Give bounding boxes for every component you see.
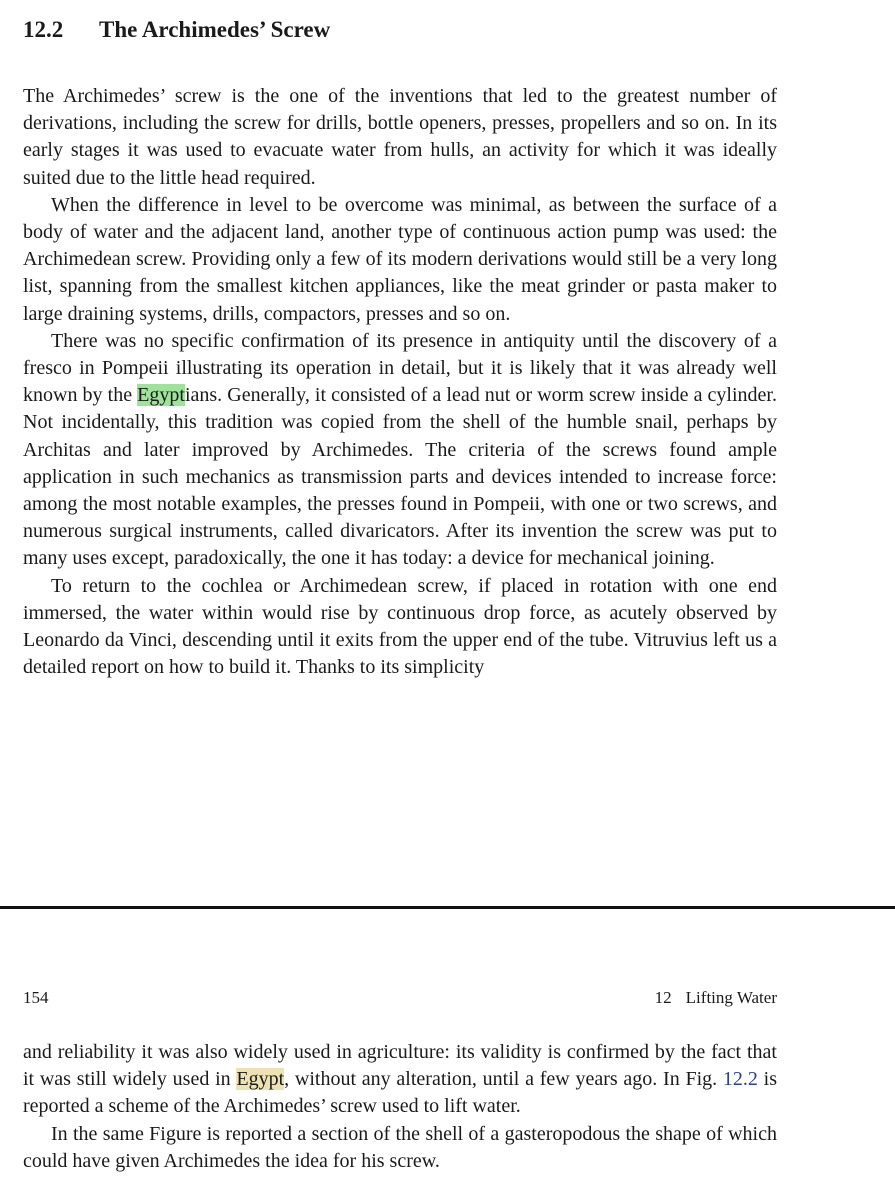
chapter-number: 12 xyxy=(654,988,672,1007)
paragraph-3 xyxy=(23,328,777,573)
bottom-paragraph-2: In the same Figure is reported a section of the shell of a gasteropodous the shape of which could have given Archimedes the idea for his screw. xyxy=(23,1122,777,1172)
bottom-paragraph-1-after: is reported a scheme of the Archimedes’ screw used to lift water. xyxy=(23,1068,777,1118)
bottom-body-text xyxy=(23,1039,777,1175)
section-number: 12.2 xyxy=(23,17,64,42)
paragraph-3-highlight-rest: ians xyxy=(184,384,218,407)
bottom-page xyxy=(0,909,895,1200)
page-number: 154 xyxy=(23,988,49,1007)
top-body-text xyxy=(23,83,777,681)
section-heading xyxy=(23,15,330,45)
bottom-paragraph-1-before: and reliability it was also widely used in agriculture: its validity is confirmed by the fact that it was still widely used in xyxy=(23,1041,777,1091)
figure-reference-link[interactable]: 12.2 xyxy=(722,1068,758,1091)
paragraph-1: The Archimedes’ screw is the one of the inventions that led to the greatest number of derivations, including the screw for drills, bottle openers, presses, propellers and so on. In its early stages it was used to evacuate water from hulls, an activity for which it was ideally suited due to the little head required. xyxy=(23,85,777,189)
paragraph-2: When the difference in level to be overcome was minimal, as between the surface of a body of water and the adjacent land, another type of continuous action pump was used: the Archimedean screw. Providing only a few of its modern derivations would still be a very long list, spanning from the smallest kitchen appliances, like the meat grinder or pasta maker to large draining systems, drills, compactors, presses and so on. xyxy=(23,193,777,325)
bottom-paragraph-1 xyxy=(23,1039,777,1121)
bottom-paragraph-1-middle: , without any alteration, until a few years ago. In Fig. xyxy=(284,1068,723,1091)
paragraph-4: To return to the cochlea or Archimedean screw, if placed in rotation with one end immersed, the water within would rise by continuous drop force, as acutely observed by Leonardo da Vinci, descending until it exits from the upper end of the tube. Vitruvius left us a detailed report on how to build it. Thanks to its simplicity xyxy=(23,574,777,679)
highlight-egyptians[interactable]: Egypt xyxy=(137,384,185,407)
running-chapter-title xyxy=(655,987,777,1009)
paragraph-3-after: . Generally, it consisted of a lead nut or worm screw inside a cylinder. Not incidentally, this tradition was copied from the shell of the humble snail, perhaps by Architas and later improved by Archimedes. The criteria of the screws found ample application in such mechanics as transmission parts and devices intended to increase force: among the most notable examples, the presses found in Pompeii, with one or two screws, and numerous surgical instruments, called divaricators. After its invention the screw was put to many uses except, paradoxically, the one it has today: a device for mechanical joining. xyxy=(23,384,777,570)
paragraph-3-before: There was no specific confirmation of its presence in antiquity until the discovery of a fresco in Pompeii illustrating its operation in detail, but it is likely that it was already well known by the xyxy=(23,329,777,407)
section-title: The Archimedes’ Screw xyxy=(99,17,331,42)
highlight-egypt[interactable]: Egypt xyxy=(236,1068,285,1091)
chapter-title: Lifting Water xyxy=(685,988,777,1007)
